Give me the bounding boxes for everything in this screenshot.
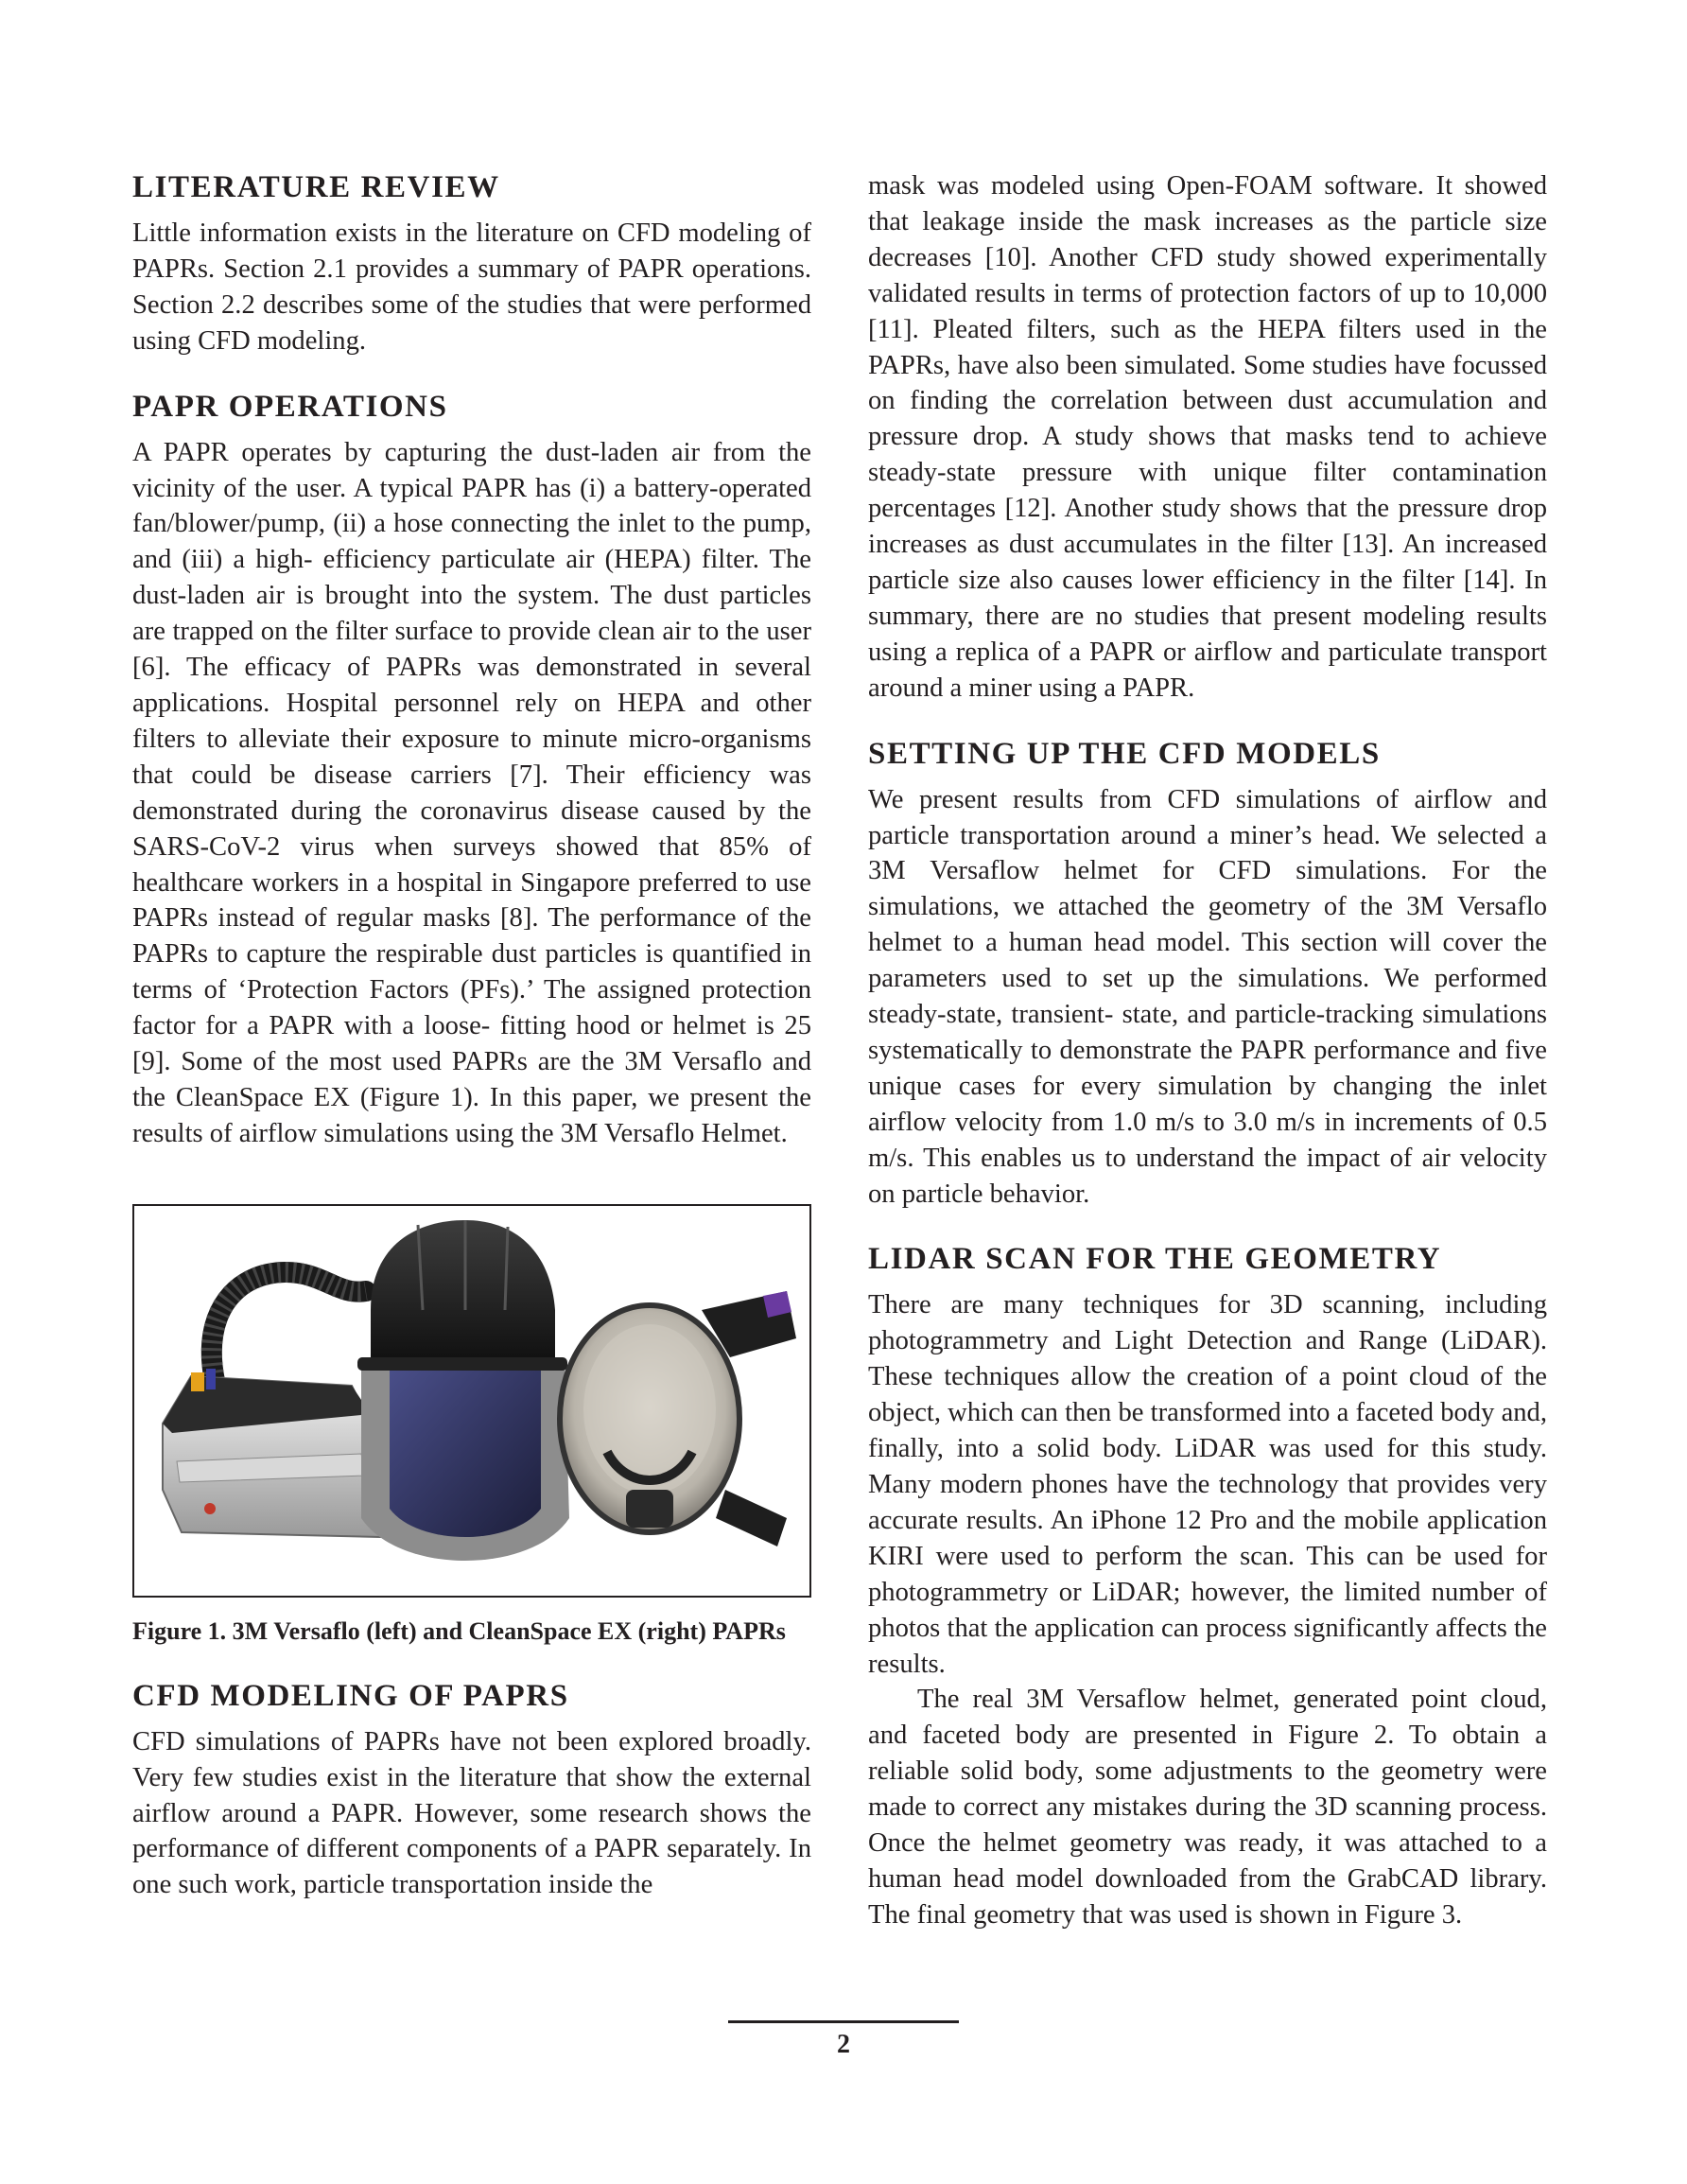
lidar-paragraph-2: The real 3M Versaflow helmet, generated point cloud, and faceted body are presented in Figure 2. To obtain a reliable solid body, some adjustments to the geometry were made to correct any mistakes during the 3D scanning process. Once the helmet geometry was ready, it was attached to a human head model downloaded from the GrabCAD library. The final geometry that was used is shown in Figure 3. — [868, 1685, 1547, 1930]
cfd-modeling-paragraph: CFD simulations of PAPRs have not been explored broadly. Very few studies exist in the literature that show the external airflow around a PAPR. However, some research shows the performance of different components of a PAPR separately. In one such work, particle transportation inside the — [132, 1726, 811, 1900]
right-column — [868, 168, 1547, 1933]
lidar-paragraph-1: There are many techniques for 3D scanning, including photogrammetry and Light Detection and Range (LiDAR). These techniques allow the creation of a point cloud of the object, which can then be transformed into a faceted body and, finally, into a solid body. LiDAR was used for this study. Many modern phones have the technology that provides very accurate results. An iPhone 12 Pro and the mobile application KIRI were used to perform the scan. This can be used for photogrammetry or LiDAR; however, the limited number of photos that the application can process significantly affects the results. — [868, 1290, 1547, 1679]
section-heading-literature-review: LITERATURE REVIEW — [132, 170, 500, 204]
page-number: 2 — [837, 2030, 850, 2059]
section-heading-setting-up: SETTING UP THE CFD MODELS — [868, 736, 1381, 771]
footer-rule — [728, 2020, 959, 2023]
figure-1-image — [132, 1204, 811, 1598]
papr-operations-paragraph: A PAPR operates by capturing the dust-laden air from the vicinity of the user. A typical PAPR has (i) a battery-operated fan/blower/pump, (ii) a hose connecting the inlet to the pump, and (iii) a high- efficiency particulate air (HEPA) filter. The dust-laden air is brought into the system. The dust particles are trapped on the filter surface to provide clean air to the user [6]. The efficacy of PAPRs was demonstrated in several applications. Hospital personnel rely on HEPA and other filters to alleviate their exposure to minute micro-organisms that could be disease carriers [7]. Their efficiency was demonstrated during the coronavirus disease caused by the SARS-CoV-2 virus when surveys showed that 85% of healthcare workers in a hospital in Singapore preferred to use PAPRs instead of regular masks [8]. The performance of the PAPRs to capture the respirable dust particles is quantified in terms of ‘Protection Factors (PFs).’ The assigned protection factor for a PAPR with a loose- fitting hood or helmet is 25 [9]. Some of the most used PAPRs are the 3M Versaflo and the CleanSpace EX (Figure 1). In this paper, we present the results of airflow simulations using the 3M Versaflo Helmet. — [132, 437, 811, 1148]
left-column — [132, 168, 811, 1903]
literature-review-paragraph: Little information exists in the literature on CFD modeling of PAPRs. Section 2.1 provides a summary of PAPR operations. Section 2.2 describes some of the studies that were performed using CFD modeling. — [132, 218, 811, 356]
continued-paragraph: mask was modeled using Open-FOAM software. It showed that leakage inside the mask increases as the particle size decreases [10]. Another CFD study showed experimentally validated results in terms of protection factors of up to 10,000 [11]. Pleated filters, such as the HEPA filters used in the PAPRs, have also been simulated. Some studies have focussed on finding the correlation between dust accumulation and pressure drop. A study shows that masks tend to achieve steady-state pressure with unique filter contamination percentages [12]. Another study shows that the pressure drop increases as dust accumulates in the filter [13]. An increased particle size also causes lower efficiency in the filter [14]. In summary, there are no studies that present modeling results using a replica of a PAPR or airflow and particulate transport around a miner using a PAPR. — [868, 171, 1547, 703]
papr-photo-illustration — [134, 1206, 809, 1596]
section-heading-cfd-modeling: CFD MODELING OF PAPRS — [132, 1678, 569, 1713]
section-heading-lidar: LIDAR SCAN FOR THE GEOMETRY — [868, 1242, 1442, 1277]
figure-1-caption: Figure 1. 3M Versaflo (left) and CleanSpace EX (right) PAPRs — [132, 1616, 786, 1645]
setting-up-paragraph: We present results from CFD simulations of airflow and particle transportation around a miner’s head. We selected a 3M Versaflow helmet for CFD simulations. For the simulations, we attached the geometry of the 3M Versaflo helmet to a human head model. This section will cover the parameters used to set up the simulations. We performed steady-state, transient- state, and particle-tracking simulations systematically to demonstrate the PAPR performance and five unique cases for every simulation by changing the inlet airflow velocity from 1.0 m/s to 3.0 m/s in increments of 0.5 m/s. This enables us to understand the impact of air velocity on particle behavior. — [868, 784, 1547, 1209]
section-heading-papr-operations: PAPR OPERATIONS — [132, 389, 448, 424]
